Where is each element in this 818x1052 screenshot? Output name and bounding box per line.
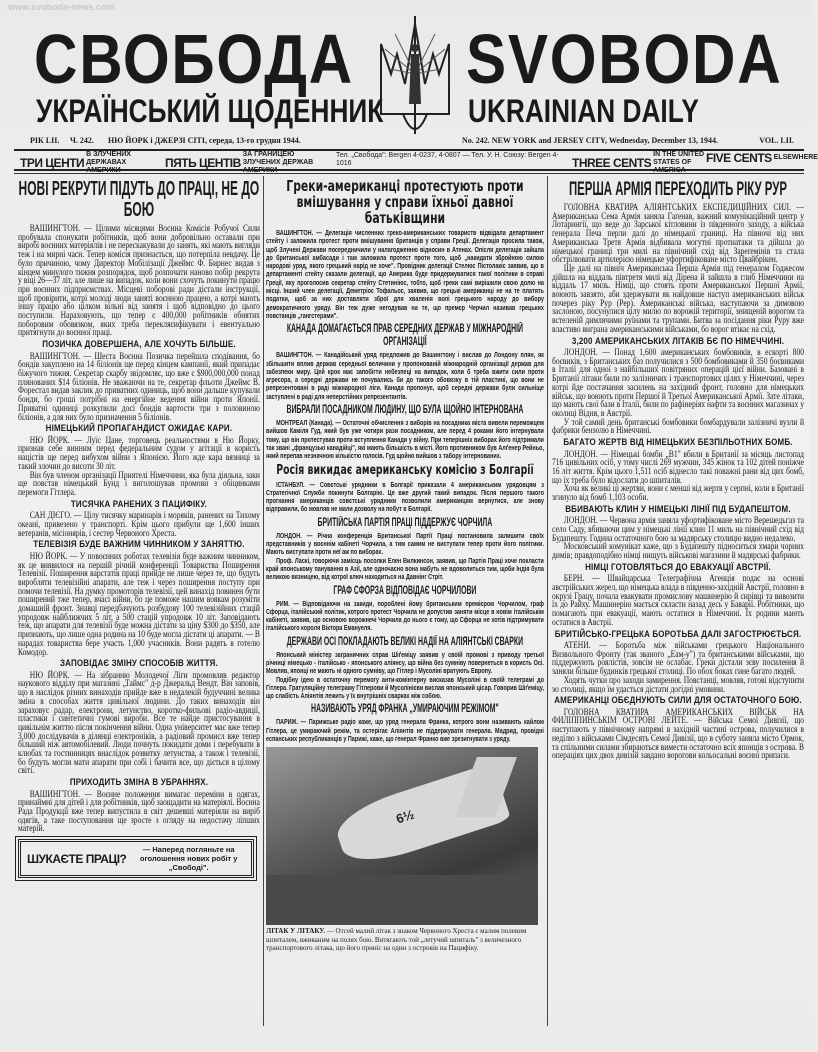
subheadline: АМЕРИКАНЦІ ОБЄДНУЮТЬ СИЛИ ДЛЯ ОСТАТОЧНОГО БОЮ. (554, 695, 802, 707)
article-text: Він був членом організації Приятелі Німеччини, яка була діяльна, заки ще повстав німецький Бунд і виголошував промови з обіцянками перемоги Гітлера. (18, 469, 260, 497)
article-text: ВАШИНГТОН. — Цілими місяцями Воєнна Комісія Робучої Сили пробувала спонукати робітників, щоб вони добровільно оставали при виробі воєнних матеріялів і не перескакували до занять, які мають вигляди теж і на мирні часи. Тепер комісія признається, що потерпіла невдачу. Це було причиною, чому Директор Мобілізації Джеймс Ф. Бирнес видав з кінцем минулого тижня розпорядок, щоб розпочати наново побір рекрута у віці 26—37 літ, але лише на випадок, коли вони схочуть покинути працю при воєнних підприємствах. Місцеві поборові ради дістали інструкції, щоб провірити, котрі молоді люди заняті воєнною працею, а котрі мають іншу працю або цілком вільні від занятя і щоб відповідно до цього поступили. Нараховують, що тепер є 400,000 робітників обнятих поборовим обовязком, яких треба перекляєифікувати і евентуально притягнути до воєнної праці. (18, 223, 260, 338)
price-uk-us (20, 151, 158, 174)
ad-text: — Наперед погляньте на оголошення нових робіт у „Свободі". (139, 845, 238, 873)
article-text: МОНТРЕАЛ (Канада). — Остаточні обчислення з виборів на посадника міста вивели переможцем вийшов Каміля Гуд, який був уже чотири рази посадником, але перед 4 роками його інтернували тому, що він протестував проти вступлення Канади у війну. При теперішніх виборах його підтримали так звані „французькі канадійці", які мають більшість в місті. Його противником був Алґенер Рейньо, який перепав незначною кількістю голосів. Гуд щойно вийшов з табору інтернованих. (266, 418, 544, 461)
divider (14, 169, 804, 171)
article-text: ЛОНДОН. — Понад 1,600 американських бомбовиків, в ескорті 800 боєвиків, з Британських баз получилися з 500 бомбовиками й 350 боєвиками в Італії для одної з найбільших повітряних операцій цієї війни. Базовані в Британії літаки били по залізничих і транспортових цілях у Німеччині, через котрі йде постачання засилень на західний фронт, головно для німецьких військ, що воюють проти Першої й Третьої Американської Армії. Зате літаки, що мають свої бази в Італії, били по рафінеріях нафти та воєнних магазинах у околиці Відня, в Австрії. (552, 347, 804, 418)
masthead-subtitle-en: UKRAINIAN DAILY (468, 93, 699, 129)
place-date-en: No. 242. NEW YORK and JERSEY CITY, Wednesday, December 13, 1944. (462, 136, 719, 145)
article-text: НЮ ЙОРК. — На зібранню Молодечої Ліги промовляв редактор наукового відділу при магазині „Таймс" д-р Джеральд Вендт. Він заповів, що в наслідок різних винаходів прийде вже в недалекій будуччині велика зміна в способах життя цивільної людини. До таких винаходів він зараховує радар, електрони, летунство, коротко-фильові радіо-авдиції, пластики і синтетичні гумові вироби. Все те найде пристосування в цивільнім життю після покінчення війни. Одна університет має вже тепер 3,000 дослідувачів в ділянці електроніків, а радіовий промисл вже тепер більший ніж автомобілевий. Люди почнуть покидати доми і перебувати в клюбах та гостинницях внаслідок розвитку летунства, а також і телевізії, бо будуть могли мати апарати при собі і бачити все, що діється в цілому світі. (18, 669, 260, 776)
article-text: ЛОНДОН. — Річна конференція Британської Партії Праці постановила залишити своїх представників у воєннім кабінеті Чорчила, а тим самим не виступати тепер проти його політики. Мають виступати проти неї аж по виборах. (266, 530, 544, 557)
article-text: РИМ. — Відповідаючи на закиди, пороблені йому британським премієром Чорчилом, граф Сфорца, італійський політик, котрого протест Чорчила не допустив заняти місце в новім італійськім кабінеті, заявив, що основою ворожнечі Чорчила до нього є тому, що Сфорца не хотів підтримувати італійського короля Віктора Емануеля. (266, 598, 544, 633)
price-label: ПЯТЬ ЦЕНТІВ (165, 156, 241, 170)
column-rule (547, 176, 548, 1026)
article-text: Проф. Ласкі, говорючи замісць посолки Елен Вилкинсон, заявив, що Партія Праці хоче покласти край японському панування в Азії, але одночасно вона мабуть не вдоволиться тим, щоби Індія була великою вязницею, від котрої ключ находиться на Давнінг Стріт. (266, 555, 544, 582)
article-text: НЮ ЙОРК. — У повоєнних роботах телевізія буде важним чинником, як це виявилося на першій річній конференції Товариства Поширення Телевізії. Поширення варстатів праці прийде не лише через те, що будуть виробляти телевізійні апарати, але теж і через поширення поступу при помочи телевізії. На думку промоторів телевізії, цей винахід повинен бути поширений тже тепер, вчасі війни, бо це поможе нашим воякам розуміти домашній фронт. Знавці передбачують розбудову 100 телевізійних стацій упродовж найближчих 5 літ, а 500 стацій упродовж 10 літ. Заповідають теж, що апарати для телевізії буде можна дістати за ціну $300 до $350, але признають, що лише одна родина на 10 буде могла дістати ці апарати. — В нарадах товариства бере участь 1,000 учасників. Вони радять в готелю Комодор. (18, 550, 260, 657)
dateline (30, 136, 794, 148)
divider (14, 173, 804, 174)
article-text: ГОЛОВНА КВАТИРА АЛІЯНТСЬКИХ ЕКСПЕДИЦІЙНИХ СИЛ. — Американська Сема Армія заняла Гаґенав, важний комунікаційний центр у Лотарингії, що веде до Зарської кітловини із південного заходу, а війська генерала Печа перли далі до німецької границі. На півночі від них Американська Третя Армія відбивала могутні протиатаки та дійшла до німецької границі три милі на північний схід від Зареґемінів та стала обстрілювати артилерією німецьке уфортифіковане місто Цвайбрікен. (552, 202, 804, 265)
headline: ГРАФ СФОРЗА ВІДПОВІДАЄ ЧОРЧИЛОВИ (333, 584, 477, 597)
subheadline: БАГАТО ЖЕРТВ ВІД НІМЕЦЬКИХ БЕЗПІЛЬОТНИХ БОМБ. (563, 437, 793, 449)
subheadline: ПОЗИЧКА ДОВЕРШЕНА, АЛЕ ХОЧУТЬ БІЛЬШЕ. (42, 339, 236, 351)
article-text: АТЕНИ. — Боротьба між військами грецького Національного Визвольного Фронту (так званого „Еам-у") та британськими військами, що піддержують роялістів, зовсім не ослабає. Греки дістали зєву посилення й заняли більше будинків грецької столиці. По обох боках гине багато людей. (552, 640, 804, 677)
subheadline: НІМЕЦЬКИЙ ПРОПАГАНДИСТ ОЖИДАЄ КАРИ. (45, 423, 233, 435)
article-text: ЛОНДОН. — Німецькі бомби „В1" вбили в Британії за місяць листопад 716 цивільних осіб, у тому числі 269 мужчин, 345 жінок та 102 дітей поніжче 16 літ життя. Крім цього 1,511 осіб віднесло такі поважні рани від цих бомб, що їх треба було відослати до шпиталів. (552, 448, 804, 485)
subheadline: НІМЦІ ГОТОВЛЯТЬСЯ ДО ЕВАКУАЦІЇ АВСТРІЇ. (585, 561, 771, 573)
right-column (552, 176, 804, 760)
article-text: Московський комунікат каже, що з Будапешту підноситься хмари чорних димів; правдоподібно німці нищуть військові магазини й мадярські фабрики. (552, 541, 804, 561)
subheadline: ВБИВАЮТЬ КЛИН У НІМЕЦЬКІ ЛІНІЇ ПІД БУДАПЕШТОМ. (565, 503, 791, 515)
subheadline: ТЕЛЕВІЗІЯ БУДЕ ВАЖНИМ ЧИННИКОМ У ЗАНЯТТЮ. (33, 539, 245, 551)
headline: ВИБРАЛИ ПОСАДНИКОМ ЛЮДИНУ, ЩО БУЛА ЩОЙНО ІНТЕРНОВАНА (286, 404, 524, 417)
price-label: FIVE CENTS (706, 151, 772, 165)
article-text: Японський міністер заграничних справ Шіґеміцу заявив у своїй промові з приводу третьої річниці німецько - італійсько - японського аліянсу, що війна без сумніву повернеться в користь Осі. Мовляв, японці не мають ні одного сумніву, що Гітлер і Мусоліні вратують Европу. (266, 649, 544, 676)
price-label: ТРИ ЦЕНТИ (20, 156, 85, 170)
subheadline: БРИТІЙСЬКО-ГРЕЦЬКА БОРОТЬБА ДАЛІ ЗАГОСТРЮЄТЬСЯ. (554, 628, 802, 640)
subheadline: ПРИХОДИТЬ ЗМІНА В УБРАННЯХ. (69, 777, 209, 789)
headline: КАНАДА ДОМАГАЄТЬСЯ ПРАВ СЕРЕДНИХ ДЕРЖАВ У МІЖНАРОДНІЙ ОРГАНІЗАЦІЇ (286, 323, 523, 349)
article-text: ЛОНДОН. — Червона армія заняла уфортифіковане місто Верешедьгаз та село Саду, вбиваючи цим у німецькі лінії клин 11 миль на північний схід від Будапешту. Година остаточного бою за мадярську столицю видно недалеко. (552, 515, 804, 543)
price-note: ЗА ГРАНИЦЕЮ ЗЛУЧЕНИХ ДЕРЖАВ АМЕРИКИ (242, 151, 314, 174)
article-text: ВАШИНГТОН. — Делегація численних греко-американських товариств відвідала департамент стейту і заложила протест проти вмішування британців у справи Греції. Делегація просила також, щоб Злучені Держави посередничили у налагодженню відносин в Атенах. Опісля делегація зайшла до британської амбасади і там заложила протест проти того, щоб „накидати збройною силою народові уряд, якого грецький нарід не хоче". Провідник делегації Стелюс Пістолакіс заявив, що в департаменті стейту сказали делегації, що Америка буде придержуватися такої політики в справі Греції, яку проголосив секретар стейту Стетиніюс, тобто, щоб греки самі вирішили свою долю на місці. Інший член делегації, Деметріос Тофальос, заявив, що грецькі американці не на те платять податки, щоб за них доставляти зброї для хваленія волі грецького народу до вибору демократичного уряду. Він теж дуже негодував на те, що премєр Черчил називав грецьких повстанців „гангстерами". (266, 228, 544, 320)
headline: Греки-американці протестують проти вмішування у справи їхньої давної батьківщини (286, 177, 524, 227)
caption-text: — Отсей малий літак з знаком Червоного Хреста є малим полевим шпиталем, вживаним на полях бою. Витягають той „летучий шпиталь" з величезного транспортового літака, що його приніс на один з островів на Пацифіку. (266, 927, 527, 953)
place-date-uk: НЮ ЙОРК і ДЖЕРЗІ СІТІ, середа, 13-го грудня 1944. (108, 136, 301, 145)
price-uk-abroad (165, 151, 323, 174)
right-column-text (552, 179, 804, 760)
price-note: ELSEWHERE (773, 154, 818, 161)
headline: НАЗИВАЮТЬ УРЯД ФРАНКА „УМИРАЮЧИМ РЕЖІМОМ" (311, 703, 499, 716)
headline: Росія викидає американську комісію з Болгарії (276, 462, 534, 478)
column-rule (263, 176, 264, 1026)
headline: НОВІ РЕКРУТИ ПІДУТЬ ДО ПРАЦІ, НЕ ДО БОЮ (18, 178, 260, 221)
masthead-title-uk: СВОБОДА (34, 20, 354, 98)
headline: ПЕРША АРМІЯ ПЕРЕХОДИТЬ РІКУ РУР (568, 179, 787, 200)
article-text: ПАРИЖ. — Парижське радіо каже, що уряд генерала Франка, котрого вони називають кайлом Гітлера, це умираючий режім, та остерігає Аліянтів не піддержувати генерала. Мадрид, провідні еспанських республиканців у Парижі, каже, що генерал Франко вже зрезигнувати з уряду. (266, 717, 544, 744)
job-ad-box (18, 839, 254, 878)
price-en-us (572, 151, 717, 174)
article-text: ГОЛОВНА КВАТИРА АМЕРИКАНСЬКИХ ВІЙСЬК НА ФИЛІППИНСЬКІМ ОСТРОВІ ЛЕЙТЕ. — Війська Семої Дивізії, що наступають у північному напрямі в західній частині острова, получилися в неділю з військами Сімдесять Семої Дивізії, що в суботу заняла місто Ормок, та спільними силами збираються вимести остаточно всіх японців з острова. В операціях цих двох дивізій завдано ворогови кольосальні воєнні припаси. (552, 706, 804, 761)
middle-column (266, 176, 544, 953)
article-text: У той самий день британські бомбовики бомбардували залізничі вузли й фабрики бензолю в Німеччині. (552, 416, 804, 436)
article-text: НЮ ЙОРК. — Луїс Цане, торговець реальностями в Ню Йорку, признав себе винним перед федеральним судом у агітації в користь націстів ще перед вибухом війни з Японією. Його жде кара вязниці за такий злочин до висоти 30 літ. (18, 434, 260, 471)
masthead-title-en: SVOBODA (466, 20, 783, 98)
article-text: ВАШИНГТОН. — Канадійський уряд предложив до Вашингтону і вислав до Лондону плян, як збільшити вплив держав середньої величини у пропонованій міжнародній організації держав для забезпеки миру. Цей крок має запобігти небезпеці на випадок, коли б треба вжити сили проти агресора, а середні держави не почувались би до такого обовязку в тій пластині, що вони не репрезентовані в раді міжнародної ліги. Канада пропонує, щоб середні держави були сильніще заступлені в раді для неперстійних репрезентантів. (266, 350, 544, 401)
photo-caption (266, 927, 538, 953)
year-uk: РІК LII. (30, 136, 60, 145)
subheadline: ЗАПОВІДАЄ ЗМІНУ СПОСОБІВ ЖИТТЯ. (60, 658, 218, 670)
left-column (18, 176, 260, 878)
article-text: ІСТАНБУЛ. — Совєтські урядники в Болгарії приказали 4 американським урядовцям з Стратегічної Служби покинути Болгарію. Це вже другий такий випадок. Після першого такого прогнання американців совєтські урядники позволили американцям вернутися, але знову відправили, бо мовляв не мали дозволу на побут в Болгарії. (266, 479, 544, 514)
middle-column-text (266, 178, 544, 743)
article-text: ВАШИНГТОН. — Шеста Воєнна Позичка перейшла сподівання, бо бондів закуплено на 14 біліонів ще перед кінцем кампанії, який припадає біжучого тижня. Секретар скарбу звідомляє, що вже є $900,000,000 понад плянованих $14 біліонів. Не зважаючи на те, секретар фльоти Джеймс В. Форестал видав заклик до приватних одиниць, щоб вони дальше купували бонди, бо гроші потрібні на енергійне ведення війни проти Японії. Приватні одиниці розкупили досі бондів вартости три з половиною біліонів, а для них було призначення 5 біліонів. (18, 350, 260, 422)
volume-en: VOL. LII. (759, 136, 794, 145)
article-text: Подібну ідею в остаточну перемогу анти-комінтерну висказав Мусоліні в своїй телеграмі до Гітлера. Гратуляційну телеграму Гітлерови й Мусолінієви вислав японський цісар. Говорив Шіґеміцу, що слабість Аліянтів лежить у їх внутрішніх сварках між собою. (266, 674, 544, 701)
article-text: Ще далі на північ Американська Перша Армія під генералом Годжесом дійшла на віддаль півтретя милі від Дірена й зайшла в глиб Німеччини на віддаль 17 миль. Німці, що стоять проти Американської Першої Армії, воюють завзято, аби здержувати як найдовше наступ американських військ почерез ріку Рур (Рер). Американські війська, наступаючи за димовою заслоною, посунулися цілу милю по ворожій території, знищеній ворогом та встеленій димлячими руїнами та трупами. Битва за посідання ріки Руру вже властиво виграна американськими військами, бо ворог втікає на схід. (552, 262, 804, 334)
price-note: IN THE UNITED STATES OF AMERICA (653, 151, 705, 174)
caption-lead: ЛІТАК У ЛІТАКУ. (266, 927, 326, 936)
phone-numbers: Тел. „Свобода": Bergen 4-0237, 4-0807 — Тел. У. Н. Союзу: Bergen 4-1016 (336, 152, 559, 167)
trident-emblem-icon (375, 14, 455, 136)
news-photo-airplane (266, 747, 538, 925)
left-column-text (18, 179, 260, 833)
article-text: БЕРН. — Швайцарська Телеграфічна Агенція подає на основі австрійських жерел, що німецька влада в південно-західній Австрії, головно в окрузі Грацу, почала евакувати промислову машинерію й сирівці та вивозити їх до Райху. Машинерію мається скласти назад десь у Баварії. Робітники, що помагають при евакуації, мають остатися в Німеччині. Їх родини мають остатися в Австрії. (552, 573, 804, 627)
subheadline: ТИСЯЧКА РАНЕНИХ З ПАЦИФІКУ. (70, 498, 208, 510)
article-text: САН ДІЄГО. — Цілу тисячку маринарів і моряків, ранених на Тихому океані, привезено у транспорті. Крім цього прибули ще 1,600 інших ветеранів, місіонярів, і сестер Червоного Хреста. (18, 510, 260, 538)
article-text: Хоча як великі ці жертви, вони є менші від жертв у серпні, коли в Британії згинуло від бомб 1,103 особи. (552, 483, 804, 503)
article-text: ВАШИНГТОН. — Воєнне положення вимагає переміни в одягах, принаймні для дітей і для робітників, щоб заощадити на матеріялі. Воєнна Рада Продукції вже тепер випустила в світ дешевші матеріяли на виріб одягів, а таке поступовання ще зросте з огляду на недостачу ліпших матерій. (18, 788, 260, 834)
price-en-abroad (706, 151, 818, 169)
price-note: В ЗЛУЧЕНИХ ДЕРЖАВАХ АМЕРИКИ (86, 151, 131, 174)
headline: ДЕРЖАВИ ОСІ ПОКЛАДАЮТЬ ВЕЛИКІ НАДІЇ НА АЛІЯНТСЬКІ СВАРКИ (286, 635, 524, 648)
watermark: www.svoboda-news.com (8, 2, 115, 12)
photo-ground (266, 875, 538, 925)
price-label: THREE CENTS (572, 156, 652, 170)
masthead-subtitle-uk: УКРАЇНСЬКИЙ ЩОДЕННИК (36, 93, 384, 129)
ad-title: ШУКАЄТЕ ПРАЦІ? (27, 851, 127, 866)
article-text: Ходять чутки про заходи замирення. Повстанці, мовляв, готові відступити зо столиці, якщо їм удасться дістати догідні умовини. (552, 674, 804, 694)
headline: БРИТІЙСЬКА ПАРТІЯ ПРАЦІ ПІДДЕРЖУЄ ЧОРЧИЛА (317, 516, 493, 529)
issue-uk: Ч. 242. (70, 136, 94, 145)
photo-plane-marking: 6½ (394, 806, 416, 827)
subheadline: 3,200 АМЕРИКАНСЬКИХ ЛІТАКІВ БЄ ПО НІМЕЧЧИНІ. (571, 335, 785, 347)
